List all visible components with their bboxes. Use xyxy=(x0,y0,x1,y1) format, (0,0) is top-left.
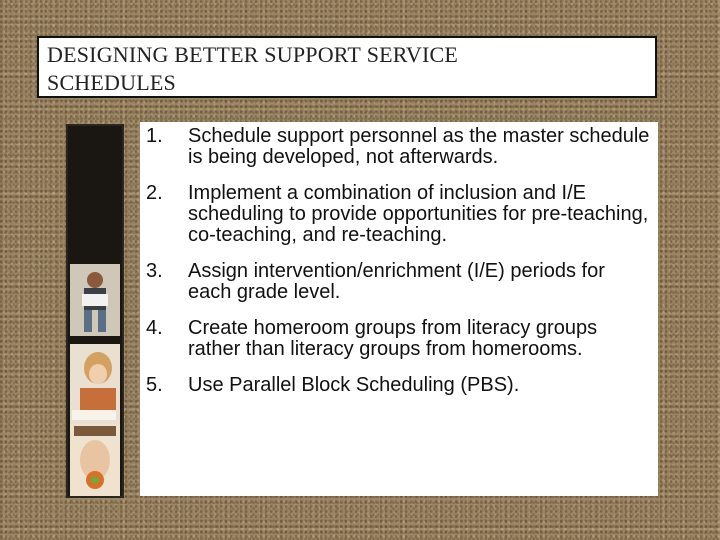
item-text: Schedule support personnel as the master schedule is being developed, not afterwards. xyxy=(188,125,650,168)
content-panel xyxy=(140,122,658,496)
photo-strip xyxy=(66,124,124,498)
item-number: 3. xyxy=(146,260,163,282)
list-item xyxy=(146,318,650,360)
title-word: BETTER xyxy=(174,42,259,67)
list-item xyxy=(146,126,650,168)
recommendation-list xyxy=(146,126,650,396)
list-item xyxy=(146,261,650,303)
item-number: 1. xyxy=(146,125,163,147)
student-reading-photo xyxy=(70,264,120,336)
girl-writing-photo xyxy=(70,344,120,436)
item-number: 4. xyxy=(146,317,163,339)
item-text: Assign intervention/enrichment (I/E) periods for each grade level. xyxy=(188,260,605,303)
item-text: Implement a combination of inclusion and I/E scheduling to provide opportunities for pre-teaching, co-teaching, and re-teaching. xyxy=(188,182,649,246)
title-word: SERVICE xyxy=(366,42,459,67)
item-number: 2. xyxy=(146,182,163,204)
title-box xyxy=(37,36,657,98)
title-word: DESIGNING xyxy=(47,42,169,67)
list-item xyxy=(146,183,650,246)
girl-with-apple-photo xyxy=(70,424,120,496)
item-text: Create homeroom groups from literacy groups rather than literacy groups from homerooms. xyxy=(188,317,598,360)
item-number: 5. xyxy=(146,374,163,396)
list-item xyxy=(146,375,650,396)
item-text: Use Parallel Block Scheduling (PBS). xyxy=(188,374,520,396)
title-word: SUPPORT xyxy=(264,42,361,67)
slide-title xyxy=(47,41,647,97)
title-word: SCHEDULES xyxy=(47,70,176,95)
